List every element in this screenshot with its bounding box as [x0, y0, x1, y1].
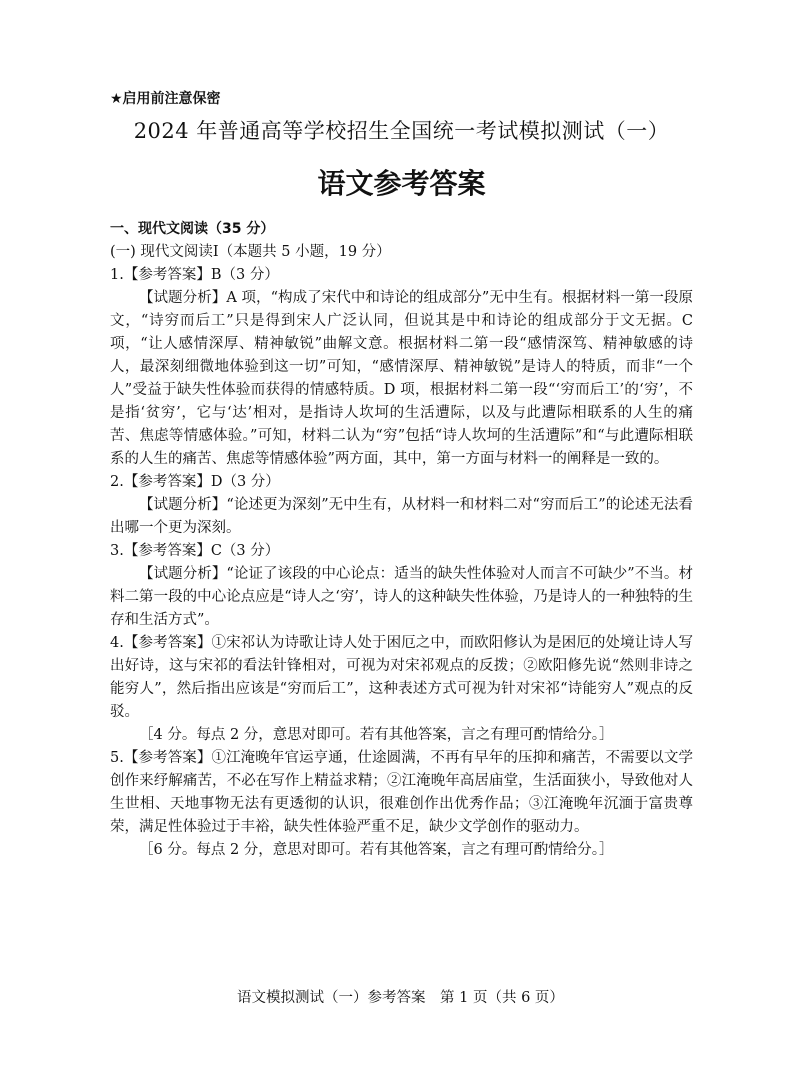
- q4-scoring-note: ［4 分。每点 2 分，意思对即可。若有其他答案，言之有理可酌情给分。］: [139, 727, 614, 743]
- q2-analysis: 【试题分析】“论述更为深刻”无中生有，从材料一和材料二对“穷而后工”的论述无法看出哪一个更为深刻。: [110, 497, 693, 536]
- section-heading: 一、现代文阅读（35 分）: [110, 221, 275, 237]
- q3-analysis: 【试题分析】“论证了该段的中心论点：适当的缺失性体验对人而言不可缺少”不当。材料二第一段的中心论点应是“诗人之‘穷’，诗人的这种缺失性体验，乃是诗人的一种独特的生存和生活方式”。: [110, 566, 693, 628]
- q5-scoring-note: ［6 分。每点 2 分，意思对即可。若有其他答案，言之有理可酌情给分。］: [139, 842, 614, 858]
- confidential-notice: ★启用前注意保密: [110, 91, 221, 107]
- q1-answer: 1.【参考答案】B（3 分）: [110, 267, 279, 283]
- q5-answer: 5.【参考答案】①江淹晚年官运亨通，仕途圆满，不再有早年的压抑和痛苦，不需要以文学创作来纾解痛苦，不必在写作上精益求精；②江淹晚年高居庙堂，生活面狭小，导致他对人生世相、天地事物无法有更透彻的认识，很难创作出优秀作品；③江淹晚年沉湎于富贵尊荣，满足性体验过于丰裕，缺失性体验严重不足，缺少文学创作的驱动力。: [110, 750, 693, 835]
- document-title: 语文参考答案: [317, 167, 486, 200]
- q2-answer: 2.【参考答案】D（3 分）: [110, 474, 280, 490]
- page-footer: 语文模拟测试（一）参考答案 第 1 页（共 6 页）: [237, 990, 564, 1006]
- q3-answer: 3.【参考答案】C（3 分）: [110, 543, 280, 559]
- subsection-heading: (一) 现代文阅读Ⅰ（本题共 5 小题，19 分）: [110, 244, 391, 260]
- q1-analysis: 【试题分析】A 项，“构成了宋代中和诗论的组成部分”无中生有。根据材料一第一段原文，“诗穷而后工”只是得到宋人广泛认同，但说其是中和诗论的组成部分于文无据。C 项，“让人感情深厚、精神敏锐”曲解文意。根据材料二第一段“感情深笃、精神敏感的诗人，最深刻细微地体验到这一切”可知，“感情深厚、精神敏锐”是诗人的特质，而非“一个人”受益于缺失性体验而获得的情感特质。D 项，根据材料二第一段“‘穷而后工’的‘穷’，不是指‘贫穷’，它与‘达’相对，是指诗人坎坷的生活遭际，以及与此遭际相联系的人生的痛苦、焦虑等情感体验。”可知，材料二认为“穷”包括“诗人坎坷的生活遭际”和“与此遭际相联系的人生的痛苦、焦虑等情感体验”两方面，其中，第一方面与材料一的阐释是一致的。: [110, 290, 693, 467]
- q4-answer: 4.【参考答案】①宋祁认为诗歌让诗人处于困厄之中，而欧阳修认为是困厄的处境让诗人写出好诗，这与宋祁的看法针锋相对，可视为对宋祁观点的反拨；②欧阳修先说“然则非诗之能穷人”，然后指出应该是“穷而后工”，这种表述方式可视为针对宋祁“诗能穷人”观点的反驳。: [110, 635, 693, 720]
- exam-title: 2024 年普通高等学校招生全国统一考试模拟测试（一）: [133, 119, 670, 143]
